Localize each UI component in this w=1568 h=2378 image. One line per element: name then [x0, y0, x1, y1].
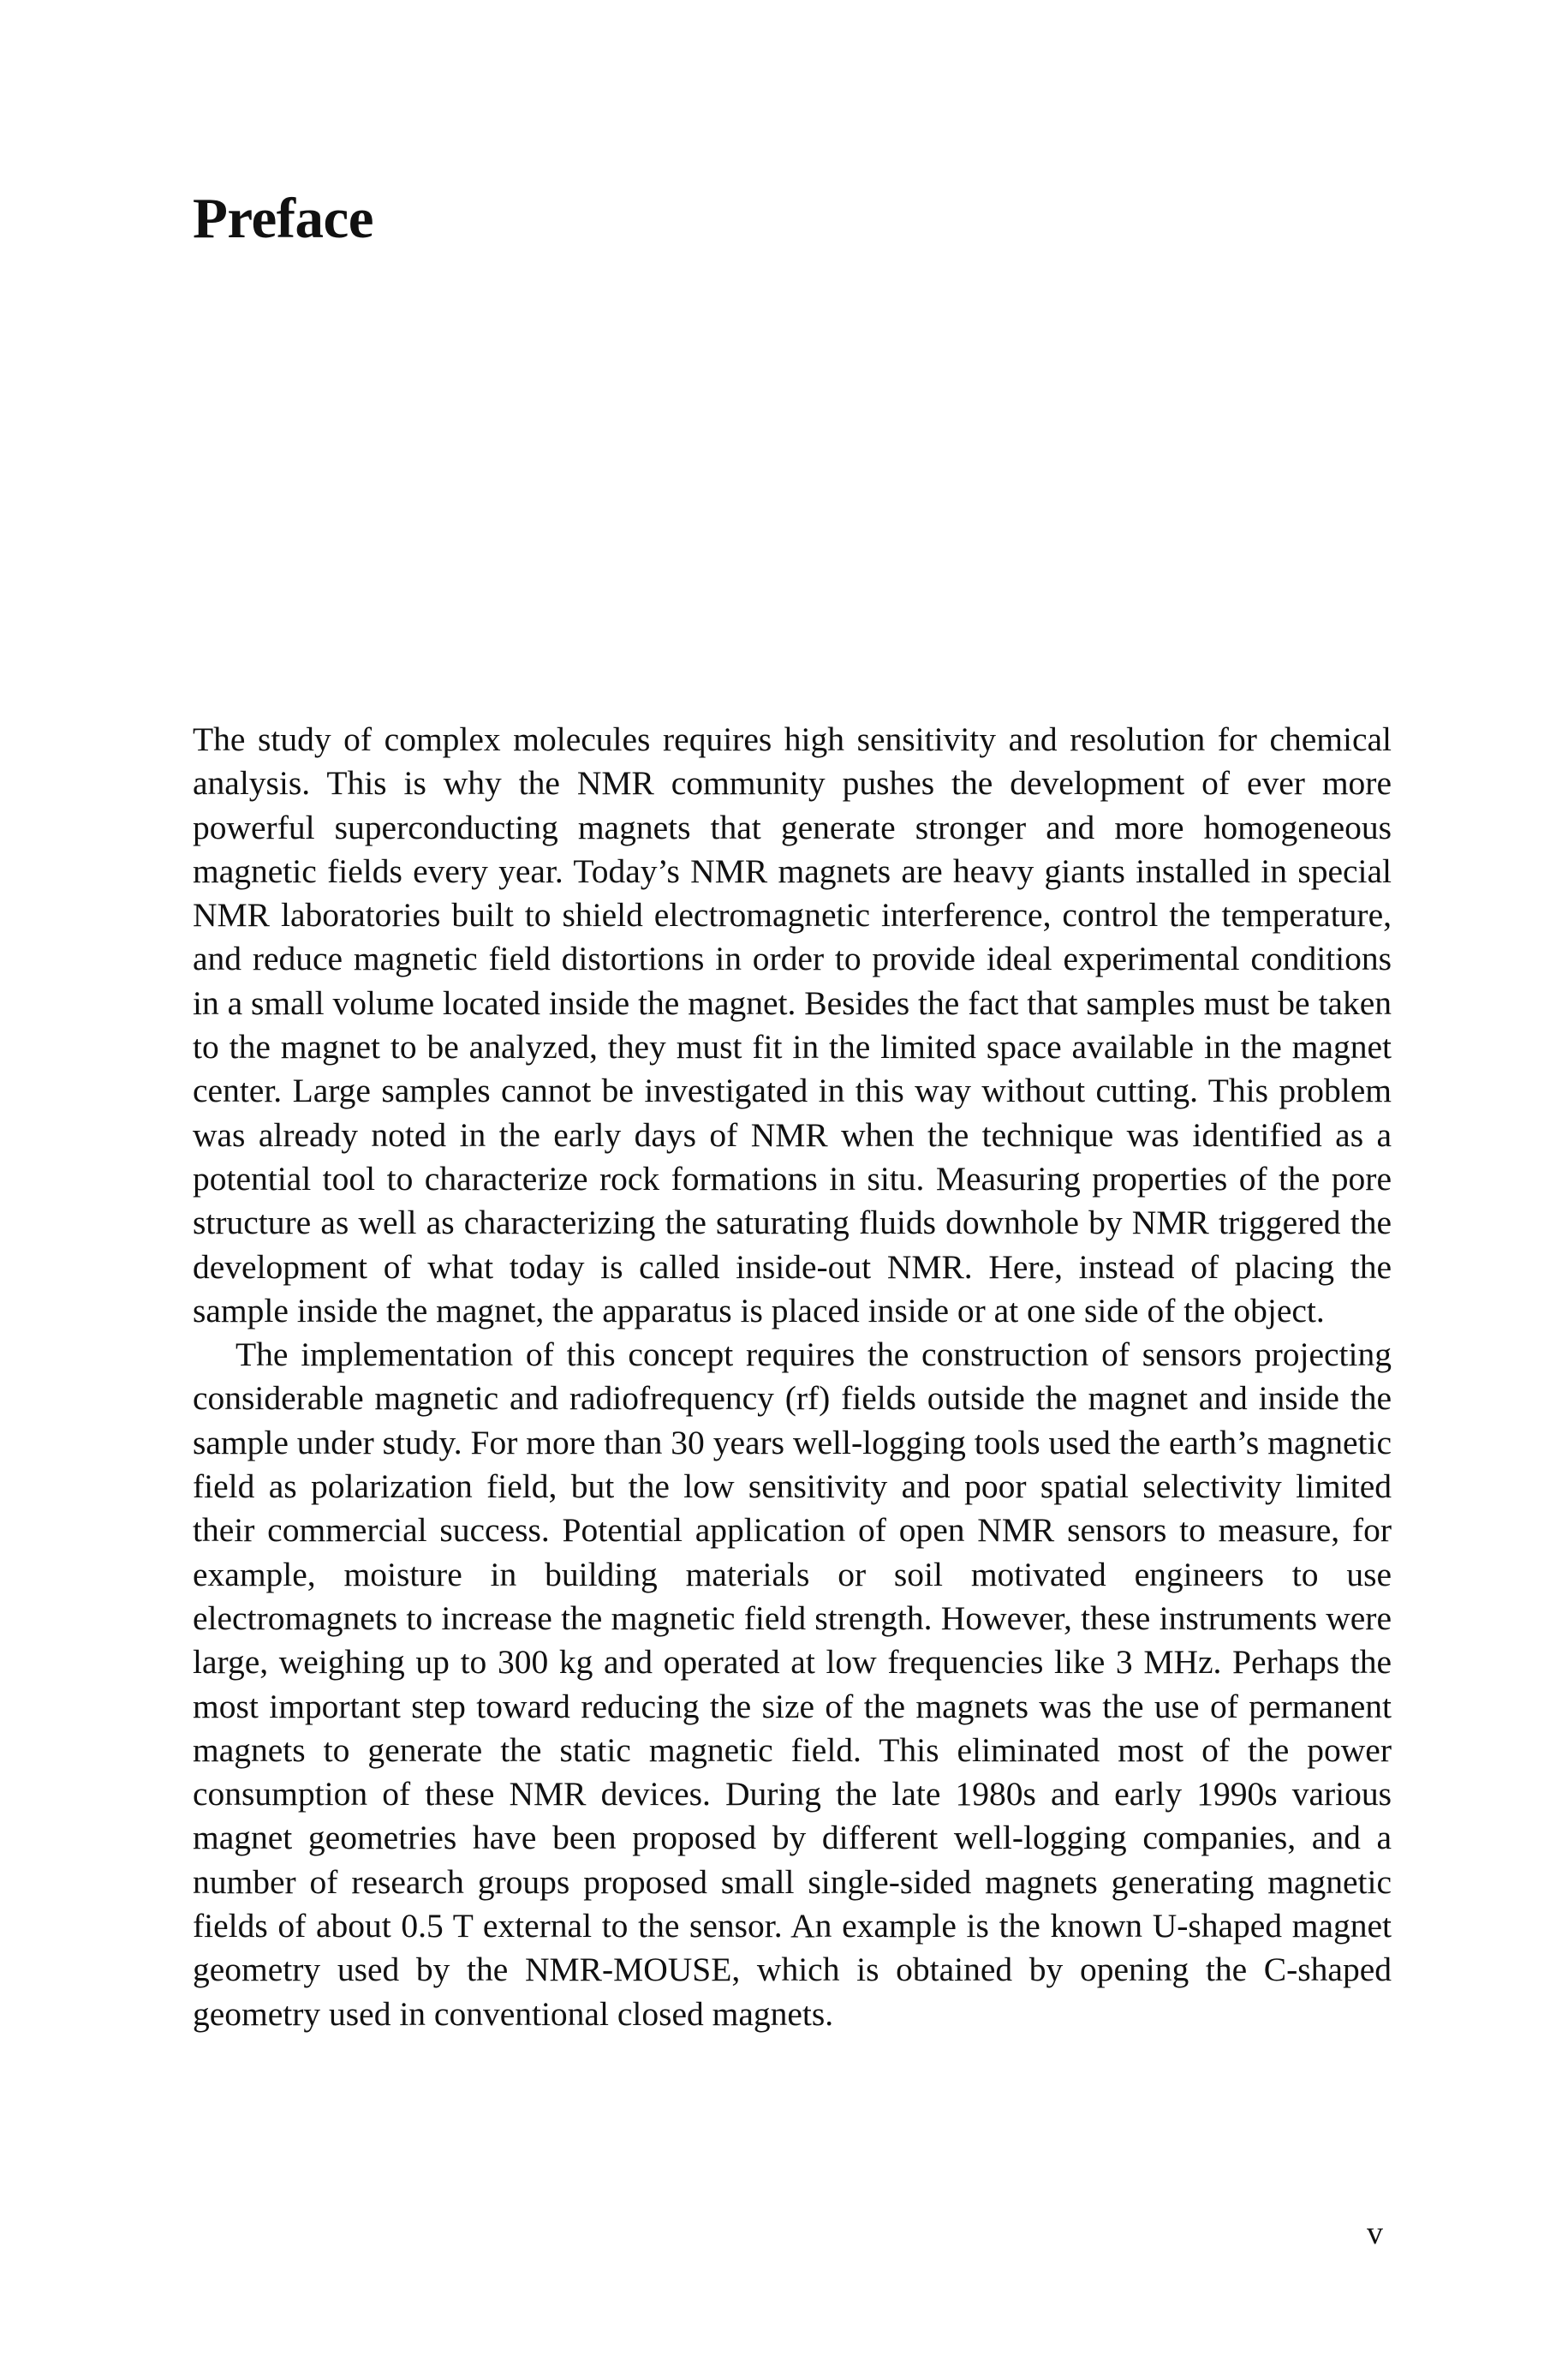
body-text	[193, 718, 1392, 2036]
paragraph-2: The implementation of this concept requires the construction of sensors projecting considerable magnetic and radiofrequency (rf) fields outside the magnet and inside the sample under study. For more than 30 years well-logging tools used the earth’s magnetic field as polarization field, but the low sensitivity and poor spatial selectivity limited their commercial success. Potential application of open NMR sensors to measure, for example, moisture in building materials or soil motivated engineers to use electromagnets to increase the magnetic field strength. However, these instruments were large, weighing up to 300 kg and operated at low frequencies like 3 MHz. Perhaps the most important step toward reducing the size of the magnets was the use of permanent magnets to generate the static magnetic field. This eliminated most of the power consumption of these NMR devices. During the late 1980s and early 1990s various magnet geometries have been proposed by different well-logging companies, and a number of research groups proposed small single-sided magnets generating magnetic fields of about 0.5 T external to the sensor. An example is the known U-shaped magnet geometry used by the NMR-MOUSE, which is obtained by opening the C-shaped geometry used in conventional closed magnets.	[193, 1335, 1392, 2033]
page-number: v	[1367, 2215, 1383, 2251]
paragraph-1: The study of complex molecules requires high sensitivity and resolution for chemical analysis. This is why the NMR community pushes the development of ever more powerful superconducting magnets that generate stronger and more homogeneous magnetic fields every year. Today’s NMR magnets are heavy giants installed in special NMR laboratories built to shield electromagnetic interference, control the temperature, and reduce magnetic field distortions in order to provide ideal experimental conditions in a small volume located inside the magnet. Besides the fact that samples must be taken to the magnet to be analyzed, they must fit in the limited space available in the magnet center. Large samples cannot be investigated in this way without cutting. This problem was already noted in the early days of NMR when the technique was identified as a potential tool to characterize rock formations in situ. Measuring properties of the pore structure as well as characterizing the saturating fluids downhole by NMR triggered the development of what today is called inside-out NMR. Here, instead of placing the sample inside the magnet, the apparatus is placed inside or at one side of the object.	[193, 720, 1392, 1329]
chapter-title: Preface	[193, 187, 373, 250]
